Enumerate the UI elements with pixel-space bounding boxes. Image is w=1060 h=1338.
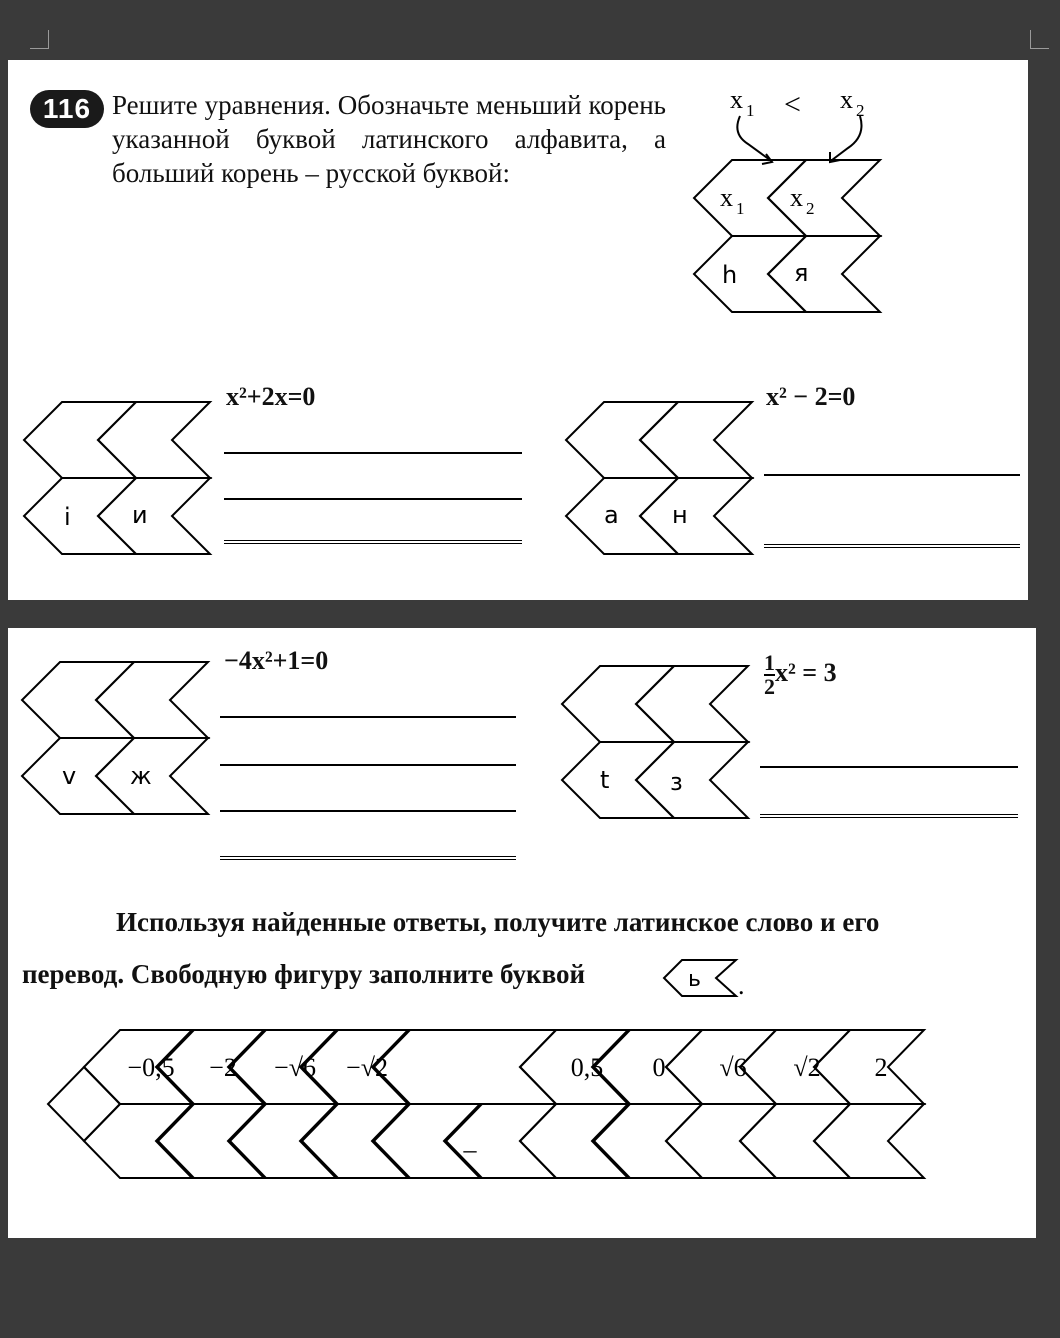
answer-line-double [760,814,1018,818]
eq3-latin-letter: v [62,762,77,790]
strip-top-label: −√6 [274,1053,316,1082]
legend-arrow-x2 [832,116,862,160]
answer-line-double [764,544,1020,548]
strip-top-label: −√2 [346,1053,388,1082]
instruction-letter: ь [688,967,701,992]
eq1-russian-letter: и [132,501,148,529]
strip-top-cell [814,1030,924,1104]
answer-line [764,474,1020,476]
answer-line [224,498,522,500]
equation-2: x² − 2=0 [766,382,856,411]
answer-figure-1 [22,400,222,556]
task-text: Решите уравнения. Обозначьте меньший корень указанной буквой латинского алфавита, а больший корень – русской буквой: [112,90,666,188]
equation-4 [764,652,837,698]
equation-3: −4x²+1=0 [224,646,329,675]
instruction-line-1: Используя найденные ответы, получите латинское слово и его [116,907,880,937]
answer-line [220,810,516,812]
page-corner-mark [1030,30,1049,49]
answer-line [760,766,1018,768]
strip-tip [48,1067,120,1141]
task-number-badge: 116 [30,90,104,128]
answer-strip [46,1030,936,1182]
legend-latin-letter: h [722,261,738,289]
strip-bottom-cell [814,1104,924,1178]
page-top [8,60,1028,600]
equation-4-numerator: 1 [764,650,775,675]
answer-line [220,764,516,766]
legend-figure [680,86,890,316]
instruction-line-2-text: перевод. Свободную фигуру заполните буквой [22,959,586,989]
legend-cell-x1-sub: 1 [736,199,745,218]
strip-top-label: 0 [652,1053,666,1082]
legend-cell-russian [768,236,880,312]
strip-dash: – [463,1135,477,1164]
page-bottom [8,628,1036,1238]
instruction-end: . [738,971,745,1000]
equation-4-rest: x² = 3 [775,657,837,687]
answer-figure-3 [20,660,220,816]
answer-figure-4 [560,664,760,820]
eq1-latin-letter: i [64,503,71,531]
strip-top-label: 0,5 [570,1053,604,1082]
legend-arrow-x1 [737,116,770,160]
instruction-line-2 [22,948,585,1000]
eq2-russian-letter: н [672,501,688,529]
answer-line-double [220,856,516,860]
strip-top-label: −2 [209,1053,237,1082]
legend-x2-var: x [840,85,853,114]
legend-cell-x2-sub: 2 [806,199,815,218]
legend-cell-latin [694,236,809,312]
eq4-russian-letter: з [670,768,683,796]
legend-x2-sub: 2 [856,101,865,120]
strip-bottom-cell [84,1104,194,1178]
strip-bottom-cell [300,1104,410,1178]
soft-sign-chevron [664,958,744,998]
strip-bottom-cell [520,1104,630,1178]
legend-x1-var: x [730,85,743,114]
strip-top-label: −0,5 [127,1053,175,1082]
legend-chevrons [694,160,880,312]
strip-bottom-cell [592,1104,702,1178]
strip-bottom-cell [228,1104,338,1178]
strip-top-cell [592,1030,702,1104]
answer-line [220,716,516,718]
answer-line [224,452,522,454]
strip-bottom-cell [156,1104,266,1178]
legend-cell-x2 [768,160,880,236]
equation-4-fraction [764,652,775,698]
equation-1: x²+2x=0 [226,382,316,411]
eq3-russian-letter: ж [130,762,152,790]
eq4-latin-letter: t [600,766,610,794]
legend-cell-x2-var: x [790,183,803,212]
page-corner-mark [30,30,49,49]
strip-bottom-cell [666,1104,776,1178]
strip-bottom-cell [740,1104,850,1178]
equation-4-denominator: 2 [764,674,775,699]
strip-top-label: √2 [793,1053,821,1082]
answer-figure-2 [564,400,764,556]
eq2-latin-letter: a [604,501,619,529]
legend-x1-sub: 1 [746,101,755,120]
legend-cell-x1-var: x [720,183,733,212]
answer-line-double [224,540,522,544]
legend-less-sign: < [784,88,801,121]
strip-bottom-free-cell [444,1104,556,1178]
strip-top-label: √6 [719,1053,747,1082]
strip-top-label: 2 [874,1053,888,1082]
legend-russian-letter: я [794,259,809,287]
